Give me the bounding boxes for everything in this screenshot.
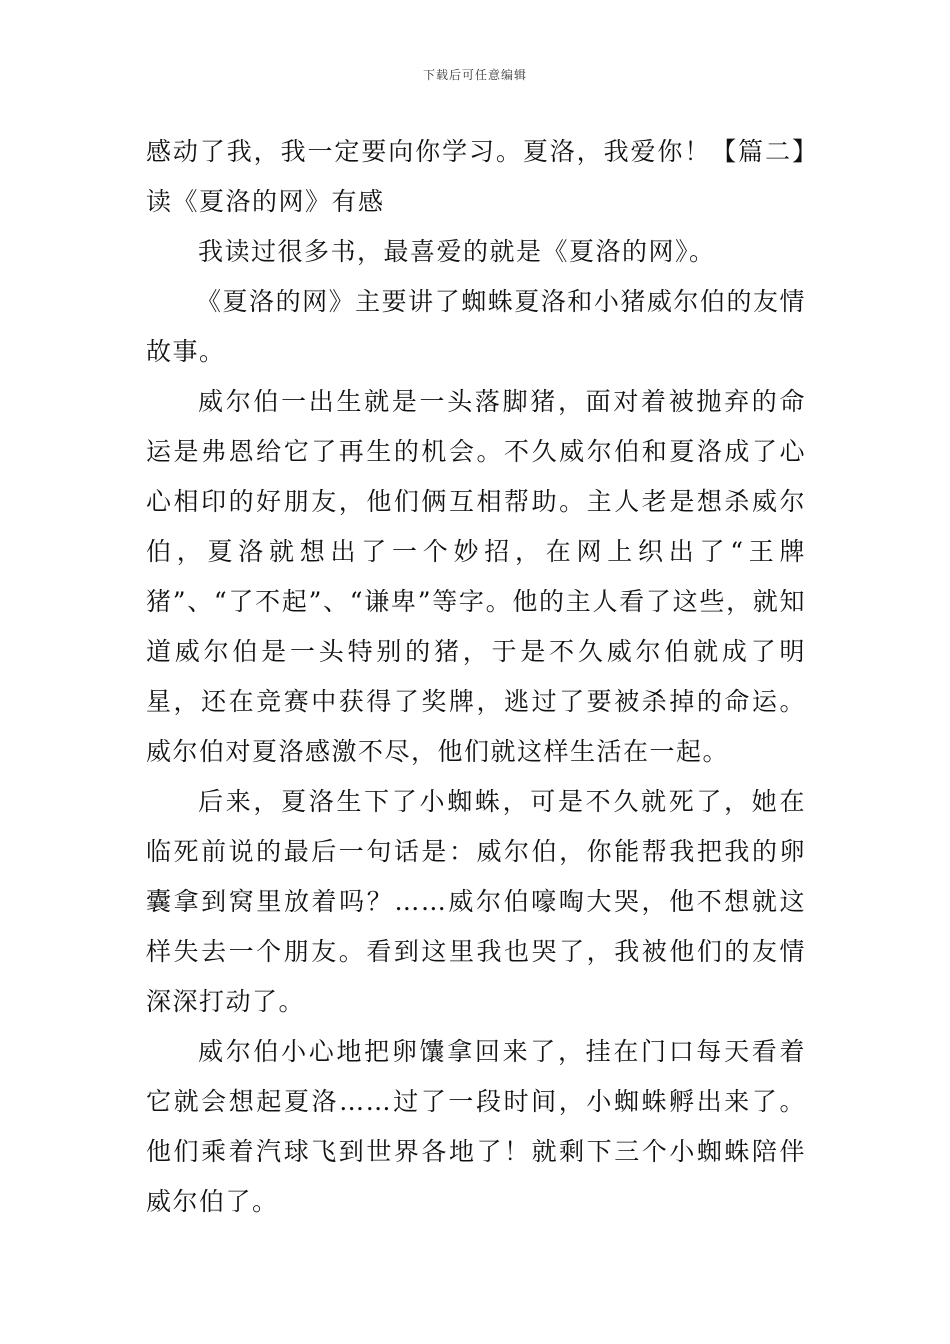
paragraph: 我读过很多书，最喜爱的就是《夏洛的网》。 <box>198 237 716 266</box>
paragraph: 威尔伯小心地把卵馕拿回来了，挂在门口每天看着它就会想起夏洛……过了一段时间，小蜘蛛孵出来了。他们乘着汽球飞到世界各地了！就剩下三个小蜘蛛陪伴威尔伯了。 <box>146 1037 806 1216</box>
paragraph-continuation: 感动了我，我一定要向你学习。夏洛，我爱你！【篇二】读《夏洛的网》有感 <box>146 137 806 216</box>
page-header-note: 下载后可任意编辑 <box>422 68 527 82</box>
paragraph: 后来，夏洛生下了小蜘蛛，可是不久就死了，她在临死前说的最后一句话是：威尔伯，你能帮我把我的卵囊拿到窝里放着吗？……威尔伯嚎啕大哭，他不想就这样失去一个朋友。看到这里我也哭了，我被他们的友情深深打动了。 <box>146 787 806 1016</box>
paragraph: 威尔伯一出生就是一头落脚猪，面对着被抛弃的命运是弗恩给它了再生的机会。不久威尔伯和夏洛成了心心相印的好朋友，他们俩互相帮助。主人老是想杀威尔伯，夏洛就想出了一个妙招，在网上织出了“王牌猪”、“了不起”、“谦卑”等字。他的主人看了这些，就知道威尔伯是一头特别的猪，于是不久威尔伯就成了明星，还在竞赛中获得了奖牌，逃过了要被杀掉的命运。威尔伯对夏洛感激不尽，他们就这样生活在一起。 <box>146 387 806 766</box>
document-body <box>146 127 806 1227</box>
paragraph: 《夏洛的网》主要讲了蜘蛛夏洛和小猪威尔伯的友情故事。 <box>146 287 806 366</box>
